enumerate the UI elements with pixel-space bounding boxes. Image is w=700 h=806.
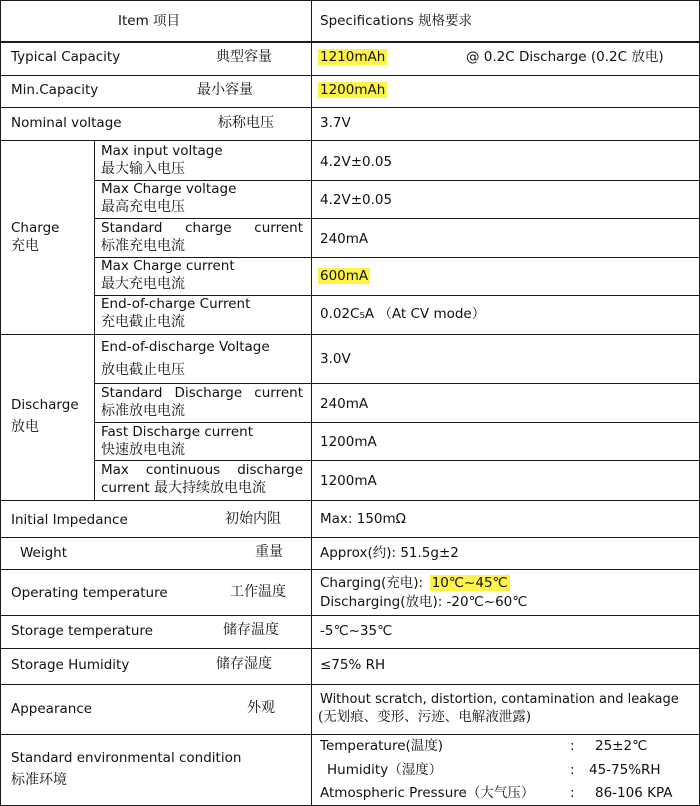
operating-temperature-label-cn: 工作温度 xyxy=(230,584,286,600)
max-input-voltage-value: 4.2V±0.05 xyxy=(320,154,393,170)
charging-range-value: 10℃~45℃ xyxy=(431,575,508,591)
env-pressure-separator: : xyxy=(570,785,575,801)
standard-charge-current-label-cn: 标准充电电流 xyxy=(101,238,185,254)
operating-temperature-charging xyxy=(320,575,510,592)
max-input-voltage-label-cn: 最大输入电压 xyxy=(101,161,185,177)
end-of-charge-current-label-cn: 充电截止电流 xyxy=(101,314,185,330)
env-humidity-label: Humidity（湿度） xyxy=(327,762,443,778)
end-of-discharge-voltage-label-cn: 放电截止电压 xyxy=(101,362,185,378)
table-rule xyxy=(0,0,700,1)
max-continuous-discharge-current-word: current xyxy=(101,480,150,496)
weight-value: Approx(约): 51.5g±2 xyxy=(320,545,459,561)
weight-label-cn: 重量 xyxy=(255,544,283,560)
nominal-voltage-value: 3.7V xyxy=(320,115,351,131)
typical-capacity-value: 1210mAh xyxy=(320,49,386,65)
max-charge-current-value: 600mA xyxy=(320,268,369,284)
appearance-label-cn: 外观 xyxy=(247,700,275,716)
table-rule xyxy=(0,734,700,735)
end-of-charge-current-value: 0.02C₅A （At CV mode） xyxy=(320,306,486,322)
env-humidity-separator: : xyxy=(570,762,575,778)
weight-label: Weight xyxy=(20,545,68,561)
max-charge-voltage-label-cn: 最高充电电压 xyxy=(101,199,185,215)
table-rule xyxy=(0,334,700,335)
standard-discharge-current-label-cn: 标准放电电流 xyxy=(101,403,185,419)
standard-discharge-current-value: 240mA xyxy=(320,396,369,412)
table-rule xyxy=(0,569,700,570)
storage-temperature-value: -5℃~35℃ xyxy=(320,623,393,639)
fast-discharge-current-value: 1200mA xyxy=(320,434,377,450)
nominal-voltage-label: Nominal voltage xyxy=(11,115,122,131)
max-input-voltage-label: Max input voltage xyxy=(101,143,223,159)
min-capacity-value: 1200mAh xyxy=(320,82,386,98)
table-rule xyxy=(0,75,700,76)
storage-humidity-value: ≤75% RH xyxy=(320,657,386,673)
table-rule xyxy=(0,0,1,806)
env-pressure-label: Atmospheric Pressure（大气压） xyxy=(320,785,535,801)
min-capacity-label-cn: 最小容量 xyxy=(197,82,253,98)
standard-charge-current-label: Standard charge current xyxy=(101,220,303,236)
appearance-value-cn: (无划痕、变形、污迹、电解液泄露) xyxy=(318,709,532,725)
storage-temperature-label: Storage temperature xyxy=(11,623,153,639)
max-charge-current-label-cn: 最大充电电流 xyxy=(101,276,185,292)
header-item: Item 项目 xyxy=(118,13,181,29)
initial-impedance-label: Initial Impedance xyxy=(11,512,128,528)
storage-humidity-label: Storage Humidity xyxy=(11,657,130,673)
table-rule xyxy=(0,648,700,649)
table-rule xyxy=(0,684,700,685)
env-humidity-value: 45-75%RH xyxy=(589,762,661,778)
env-temperature-label: Temperature(温度) xyxy=(320,738,444,754)
typical-capacity-label: Typical Capacity xyxy=(11,49,121,65)
nominal-voltage-label-cn: 标称电压 xyxy=(218,115,274,131)
max-continuous-discharge-label: Max continuous discharge xyxy=(101,462,303,478)
environment-label-cn: 标准环境 xyxy=(11,772,67,788)
header-specifications: Specifications 规格要求 xyxy=(320,13,473,29)
typical-capacity-condition: @ 0.2C Discharge (0.2C 放电) xyxy=(466,49,664,65)
table-rule xyxy=(94,460,700,461)
table-rule xyxy=(0,615,700,616)
max-continuous-discharge-value: 1200mA xyxy=(320,473,377,489)
max-continuous-discharge-label-cn: 最大持续放电电流 xyxy=(154,480,266,496)
initial-impedance-label-cn: 初始内阻 xyxy=(225,511,281,527)
table-rule xyxy=(94,140,95,500)
table-rule xyxy=(0,140,700,141)
storage-humidity-label-cn: 储存湿度 xyxy=(216,656,272,672)
standard-discharge-current-label: Standard Discharge current xyxy=(101,385,303,401)
table-rule xyxy=(94,218,700,219)
operating-temperature-label: Operating temperature xyxy=(11,585,168,601)
table-rule xyxy=(94,383,700,384)
end-of-discharge-voltage-value: 3.0V xyxy=(320,351,351,367)
storage-temperature-label-cn: 储存温度 xyxy=(223,622,279,638)
max-continuous-discharge-label-line2 xyxy=(101,480,266,497)
env-pressure-value: 86-106 KPA xyxy=(595,785,673,801)
appearance-label: Appearance xyxy=(11,701,93,717)
max-charge-current-label: Max Charge current xyxy=(101,258,235,274)
table-rule xyxy=(311,0,312,806)
charging-label: Charging(充电): xyxy=(320,575,424,591)
min-capacity-label: Min.Capacity xyxy=(11,82,99,98)
charge-group-label-cn: 充电 xyxy=(11,238,39,254)
operating-temperature-discharging: Discharging(放电): -20℃~60℃ xyxy=(320,594,528,610)
environment-label: Standard environmental condition xyxy=(11,750,242,766)
table-rule xyxy=(94,422,700,423)
env-temperature-value: 25±2℃ xyxy=(595,738,648,754)
fast-discharge-current-label: Fast Discharge current xyxy=(101,424,254,440)
max-charge-voltage-label: Max Charge voltage xyxy=(101,181,237,197)
discharge-group-label: Discharge xyxy=(11,397,79,413)
appearance-value: Without scratch, distortion, contamination and leakage xyxy=(320,692,679,707)
max-charge-voltage-value: 4.2V±0.05 xyxy=(320,192,393,208)
table-rule xyxy=(0,107,700,108)
fast-discharge-current-label-cn: 快速放电电流 xyxy=(101,442,185,458)
table-rule xyxy=(0,537,700,538)
initial-impedance-value: Max: 150mΩ xyxy=(320,511,406,527)
end-of-charge-current-label: End-of-charge Current xyxy=(101,296,251,312)
table-rule xyxy=(0,41,700,43)
discharge-group-label-cn: 放电 xyxy=(11,419,39,435)
end-of-discharge-voltage-label: End-of-discharge Voltage xyxy=(101,339,270,355)
standard-charge-current-value: 240mA xyxy=(320,231,369,247)
typical-capacity-label-cn: 典型容量 xyxy=(216,49,272,65)
table-rule xyxy=(0,500,700,501)
charge-group-label: Charge xyxy=(11,220,60,236)
env-temperature-separator: : xyxy=(570,738,575,754)
